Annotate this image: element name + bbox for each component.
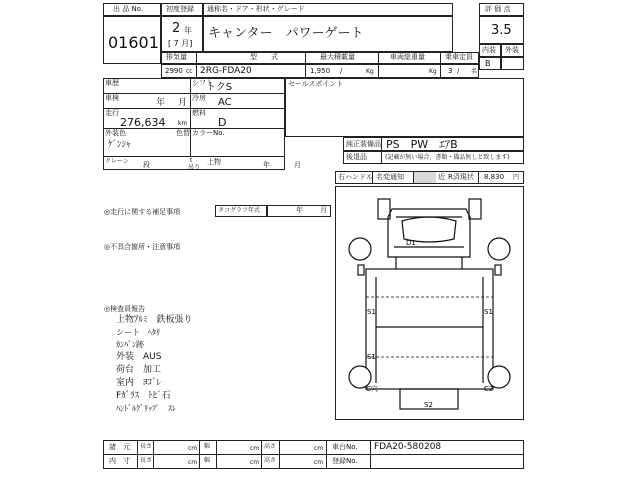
crane-stage: 段: [143, 161, 150, 169]
ac-label: 冷房: [192, 94, 206, 102]
shift-value: トクS: [206, 82, 233, 93]
odometer-unit: 円: [513, 174, 520, 181]
capacity-unit: 名: [471, 68, 478, 75]
inner-dim-row-label: 内 寸: [109, 457, 130, 465]
damage-mark: D1: [406, 239, 416, 247]
color-label: 外装色: [105, 129, 126, 137]
interior-grade: B: [485, 59, 491, 68]
damage-mark: S1: [367, 308, 376, 316]
load-label: 最大積載量: [320, 53, 355, 61]
vehicle-diagram: [335, 186, 524, 420]
color-value: ｹﾞﾝｼｬ: [108, 140, 131, 150]
inspector-line: ｶﾝﾊﾞﾝ跡: [116, 340, 144, 349]
truck-outline-diagram: [336, 187, 523, 419]
damage-mark: S2: [424, 401, 433, 409]
color-change-label: 色替: [176, 129, 190, 137]
inspector-report-title: ◎検査員報告: [104, 305, 146, 313]
inner-height-unit: cm: [314, 459, 324, 466]
displacement-label: 排気量: [166, 53, 187, 61]
capacity-separator: /: [457, 67, 460, 75]
inspector-line: 上物ｱﾙﾐ 鉄板張り: [116, 315, 193, 325]
genuine-label: 純正装備品: [346, 140, 381, 148]
damage-mark: S1: [367, 353, 376, 361]
length-label: 長さ: [140, 443, 153, 450]
inspector-line: シート ﾍﾀﾘ: [116, 328, 160, 337]
crane-ton: t: [190, 157, 193, 164]
upper-year-unit: 年: [263, 161, 270, 169]
lot-label: 出 品 No.: [113, 5, 144, 13]
inner-height-label: 高さ: [264, 457, 277, 464]
spec-row-label: 諸 元: [109, 443, 130, 451]
first-reg-year-unit: 年: [184, 26, 192, 35]
grade-label: 評 価 点: [485, 5, 511, 13]
vehicle-name: キャンター パワーゲート: [208, 26, 364, 41]
crane-label: クレーン: [105, 158, 129, 165]
height-unit: cm: [314, 445, 324, 452]
damage-mark: C穴: [366, 385, 378, 393]
upper-label: 上物: [207, 158, 221, 166]
right-handle-flag: 右ハンドル: [338, 173, 373, 181]
exterior-grade-cell: [501, 57, 524, 70]
name-change-shade: [414, 172, 436, 183]
inspection-month-unit: 月: [178, 98, 188, 108]
inspector-line: 外装 AUS: [116, 352, 162, 362]
ac-value: AC: [218, 97, 232, 108]
r-status-label: R済現状: [448, 173, 474, 181]
registration-label: 登録No.: [332, 457, 358, 465]
inner-length-unit: cm: [188, 459, 198, 466]
interior-label: 内装: [482, 46, 496, 54]
fuel-label: 燃料: [192, 109, 206, 117]
width-label: 幅: [204, 443, 211, 450]
weight-unit: Kg: [429, 68, 437, 75]
chassis-label: 車台No.: [332, 443, 358, 451]
grade-value: 3.5: [491, 23, 512, 38]
inner-width-label: 幅: [204, 457, 211, 464]
first-reg-month: [ 7 月]: [168, 39, 193, 48]
aftermarket-note: (記載が無い場合、書類・備品無しと致します): [385, 154, 510, 161]
exterior-label: 外装: [505, 46, 519, 54]
mileage-label: 走行: [105, 109, 119, 117]
first-reg-year: 2: [172, 21, 181, 36]
model-label: 型 式: [250, 53, 278, 61]
model-value: 2RG-FDA20: [200, 66, 252, 76]
inner-length-label: 長さ: [140, 457, 153, 464]
color-no-label: カラーNo.: [192, 129, 225, 137]
weight-label: 車両総重量: [390, 53, 425, 61]
aftermarket-label: 後退品: [346, 153, 367, 161]
defect-notes-title: ◎不具合箇所・注意事項: [104, 243, 181, 251]
inspection-year-unit: 年: [156, 98, 166, 108]
tacho-month-unit: 月: [320, 206, 327, 214]
load-separator: /: [340, 67, 343, 75]
tacho-year-unit: 年: [296, 206, 303, 214]
inspector-line: Fｶﾞﾗｽ ﾄﾋﾞ石: [116, 391, 171, 401]
displacement-value: 2990: [165, 67, 183, 75]
fuel-value: D: [218, 116, 227, 129]
name-change-label: 名変通知: [376, 173, 404, 181]
damage-mark: S1: [484, 308, 493, 316]
damage-mark: C2: [484, 385, 494, 393]
length-unit: cm: [188, 445, 198, 452]
load-unit: Kg: [366, 68, 374, 75]
tacho-label: タコグラフ年式: [218, 207, 261, 214]
chassis-number: FDA20-580208: [374, 442, 442, 452]
shift-label: シフト: [192, 79, 213, 87]
travel-notes-title: ◎走行に関する補足事項: [104, 208, 181, 216]
first-reg-label: 初度登録: [166, 5, 194, 13]
genuine-value: PS PW ｴｱB: [386, 138, 458, 151]
load-value: 1,950: [310, 67, 331, 75]
height-label: 高さ: [264, 443, 277, 450]
displacement-unit: cc: [186, 68, 193, 75]
inspector-line: 室内 ﾖｺﾞﾚ: [116, 378, 162, 388]
upper-month-unit: 月: [294, 161, 301, 169]
inspector-line: 荷台 加工: [116, 365, 162, 375]
recall-label: 近: [438, 173, 445, 181]
mileage-unit: km: [178, 120, 188, 127]
vehicle-name-label: 通称名・ドア・形状・グレード: [207, 5, 305, 13]
crane-hang: 吊り: [188, 164, 201, 171]
mileage-value: 276,634: [120, 116, 166, 129]
inspector-line: ﾊﾝﾄﾞﾙｸﾞﾘｯﾌﾟ ｽﾚ: [116, 404, 176, 413]
lot-number: 01601: [108, 33, 159, 52]
width-unit: cm: [250, 445, 260, 452]
history-label: 車歴: [105, 79, 119, 87]
capacity-label: 乗車定員: [445, 53, 473, 61]
inner-width-unit: cm: [250, 459, 260, 466]
capacity-value: 3: [448, 67, 453, 75]
odometer-value: 8,830: [484, 173, 505, 181]
sales-point-label: セールスポイント: [288, 80, 344, 88]
inspection-label: 車検: [105, 94, 119, 102]
